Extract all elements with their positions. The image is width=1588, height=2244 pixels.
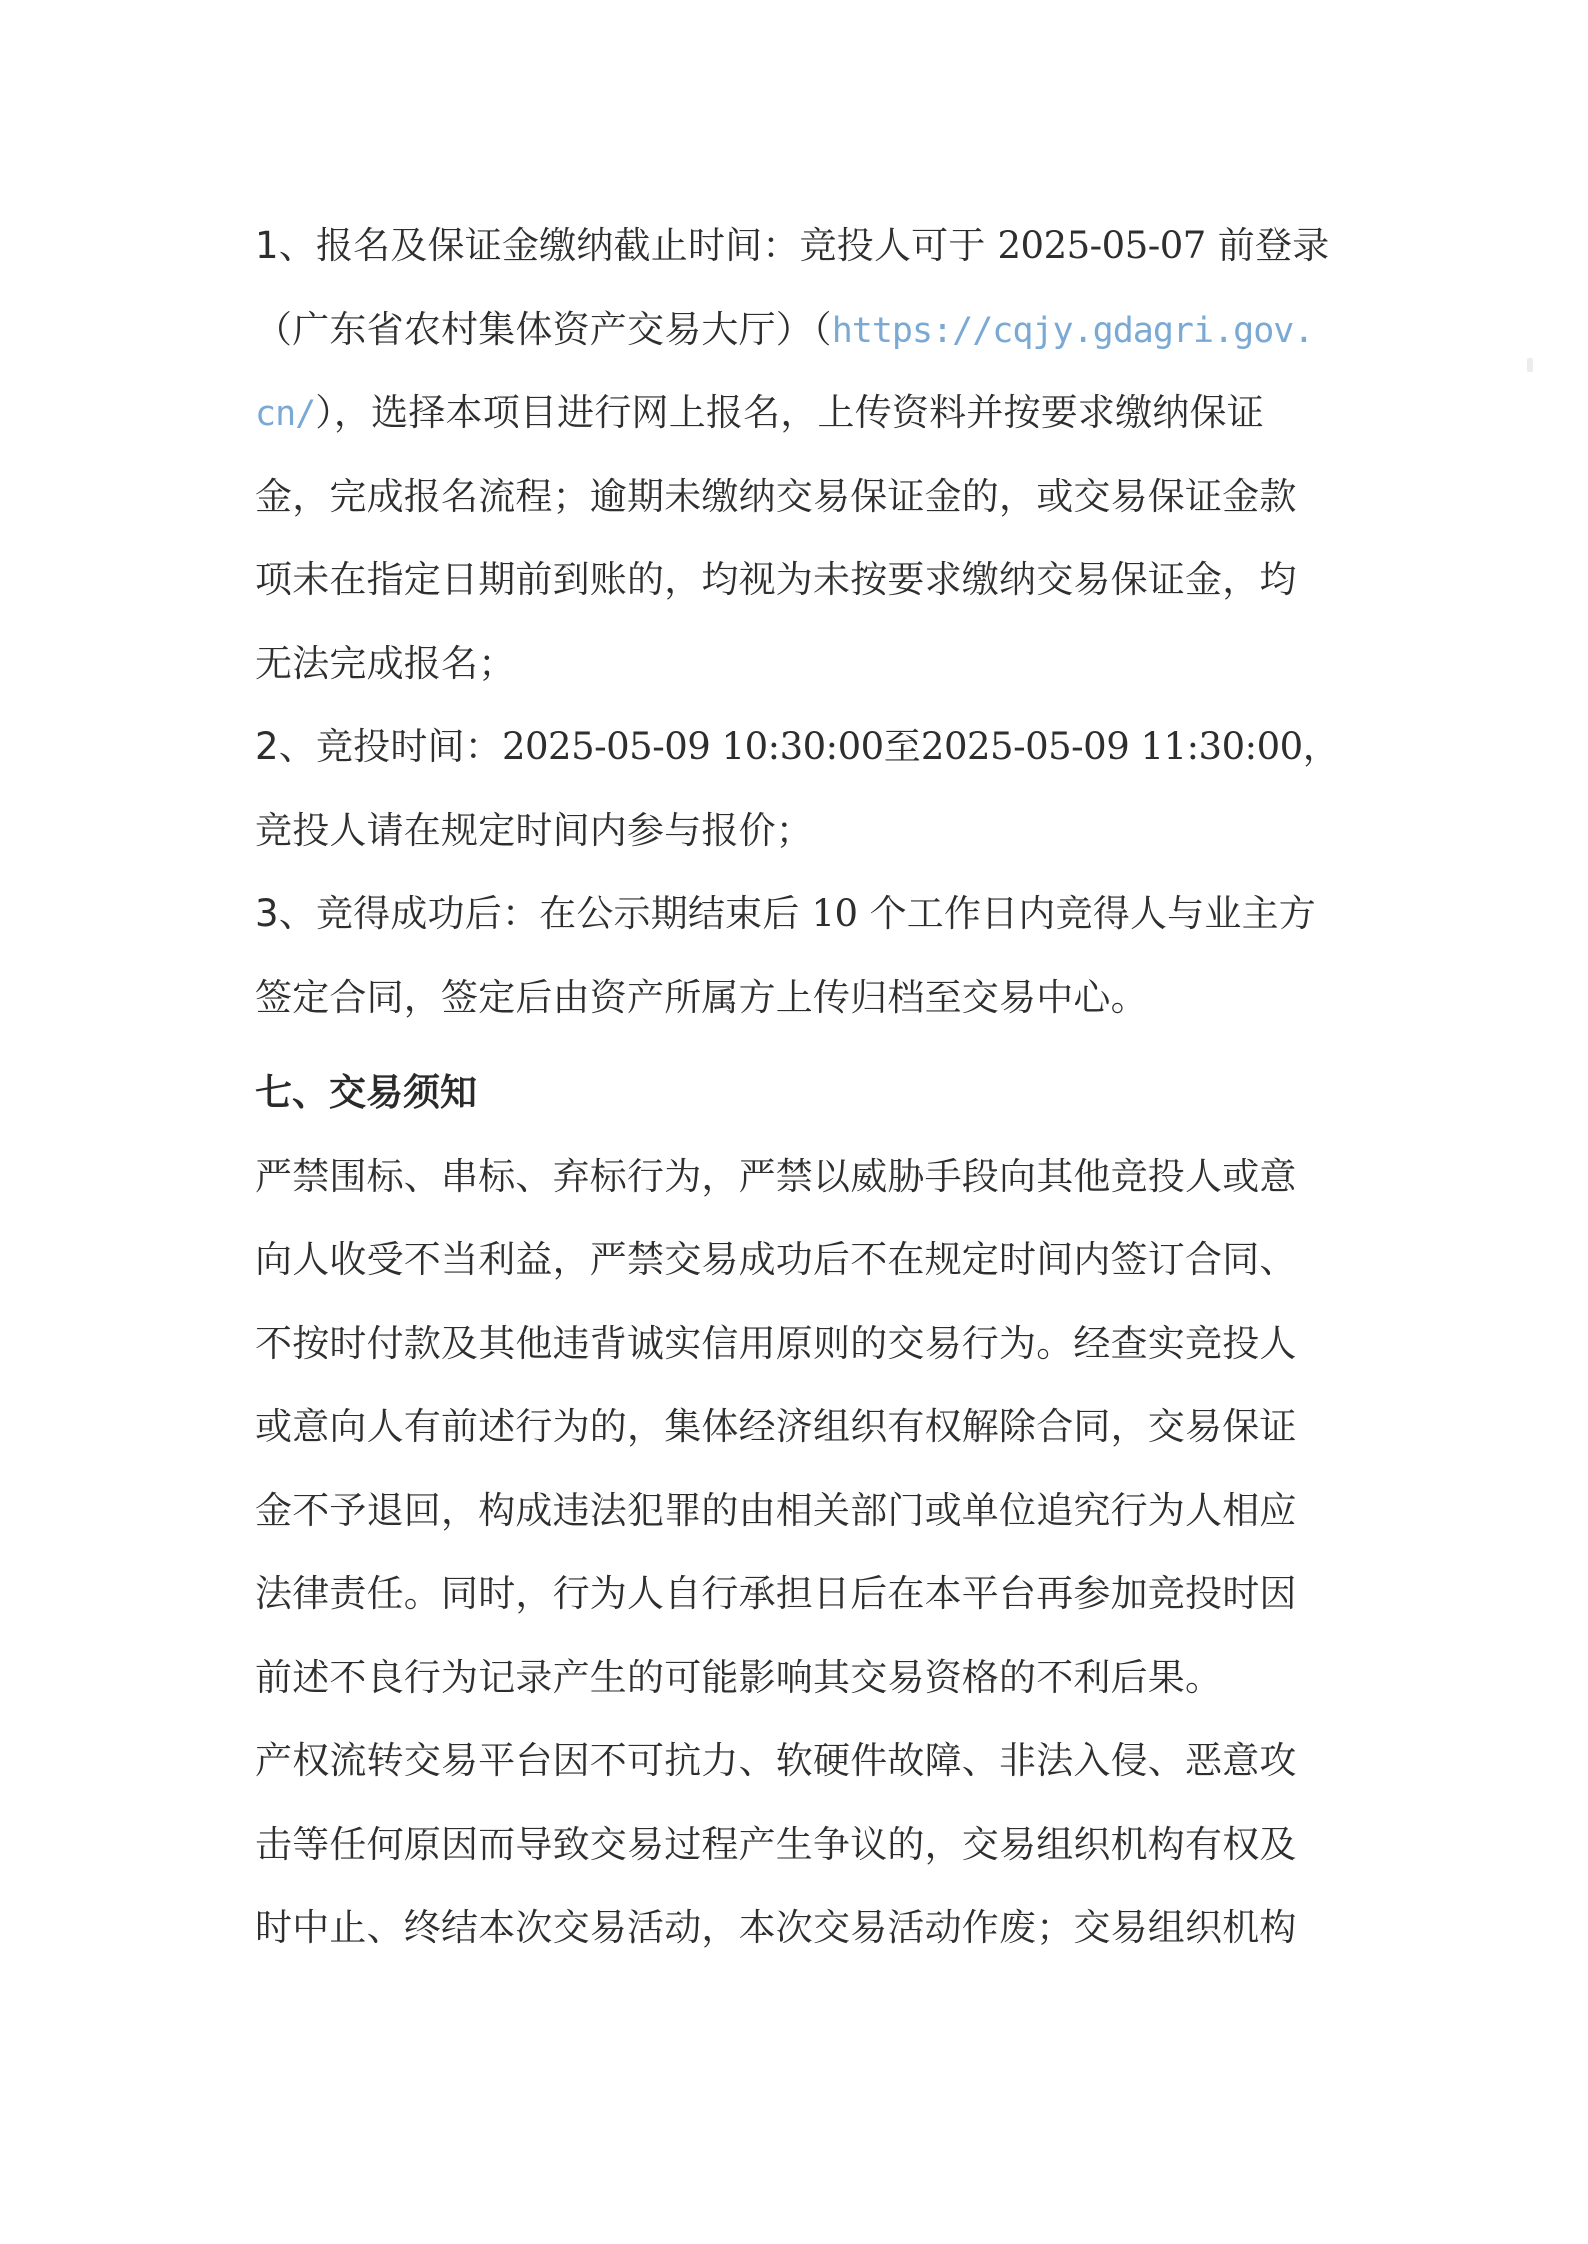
item-1-text: （广东省农村集体资产交易大厅）（ — [255, 307, 832, 351]
paragraph-line: 时中止、终结本次交易活动，本次交易活动作废；交易组织机构 — [255, 1906, 1297, 1949]
item-1-text: ），选择本项目进行网上报名，上传资料并按要求缴纳保证 — [315, 391, 1264, 434]
trading-hall-link-continued[interactable]: cn/ — [255, 394, 316, 434]
paragraph-line: 产权流转交易平台因不可抗力、软硬件故障、非法入侵、恶意攻 — [255, 1739, 1297, 1782]
item-3-text: 3、竞得成功后：在公示期结束后 — [255, 892, 812, 935]
scan-artifact — [1527, 358, 1533, 372]
item-2-bidding-time — [255, 705, 1365, 872]
item-3-text: 个工作日内竞得人与业主方 — [857, 892, 1316, 935]
section-7-heading: 七、交易须知 — [255, 1071, 477, 1114]
item-1-text: 1、报名及保证金缴纳截止时间：竞投人可于 — [255, 224, 998, 267]
paragraph-line: 严禁围标、串标、弃标行为，严禁以威胁手段向其他竞投人或意 — [255, 1154, 1297, 1198]
document-body — [255, 204, 1365, 1970]
paragraph-line: 金不予退回，构成违法犯罪的由相关部门或单位追究行为人相应 — [255, 1488, 1297, 1532]
trading-hall-link[interactable]: https://cqjy.gdagri.gov. — [831, 310, 1314, 351]
item-2-text: 2、竞投时间： — [255, 725, 502, 768]
item-2-text: 至 — [883, 725, 921, 768]
paragraph-line: 或意向人有前述行为的，集体经济组织有权解除合同，交易保证 — [255, 1405, 1297, 1448]
item-1-line-3 — [255, 371, 1365, 455]
item-1-line-2 — [255, 288, 1365, 372]
bidding-start-time: 2025-05-09 10:30:00 — [501, 725, 884, 768]
item-2-line-2: 竞投人请在规定时间内参与报价； — [255, 808, 813, 852]
item-1-line-5: 项未在指定日期前到账的，均视为未按要求缴纳交易保证金，均 — [255, 558, 1297, 601]
paragraph-line: 法律责任。同时，行为人自行承担日后在本平台再参加竞投时因 — [255, 1572, 1297, 1615]
item-2-line-1 — [255, 705, 1365, 789]
working-days-count: 10 — [811, 892, 858, 935]
section-7-paragraph-2 — [255, 1719, 1365, 1970]
item-1-text: 前登录 — [1205, 224, 1330, 267]
item-1-line-1 — [255, 204, 1365, 288]
item-1-line-4: 金，完成报名流程；逾期未缴纳交易保证金的，或交易保证金款 — [255, 474, 1297, 518]
item-1-line-6: 无法完成报名； — [255, 641, 516, 685]
section-7-paragraph-1 — [255, 1135, 1365, 1720]
item-3-line-1 — [255, 872, 1365, 956]
item-3-line-2: 签定合同，签定后由资产所属方上传归档至交易中心。 — [255, 975, 1148, 1019]
paragraph-line: 前述不良行为记录产生的可能影响其交易资格的不利后果。 — [255, 1655, 1223, 1699]
registration-deadline-date: 2025-05-07 — [997, 224, 1206, 267]
paragraph-line: 击等任何原因而导致交易过程产生争议的，交易组织机构有权及 — [255, 1822, 1297, 1866]
bidding-end-time: 2025-05-09 11:30:00 — [920, 725, 1303, 768]
item-1-registration-deadline — [255, 204, 1365, 705]
paragraph-line: 不按时付款及其他违背诚实信用原则的交易行为。经查实竞投人 — [255, 1321, 1297, 1365]
item-2-text: ， — [1302, 725, 1340, 768]
paragraph-line: 向人收受不当利益，严禁交易成功后不在规定时间内签订合同、 — [255, 1238, 1297, 1281]
item-3-after-winning — [255, 872, 1365, 1039]
